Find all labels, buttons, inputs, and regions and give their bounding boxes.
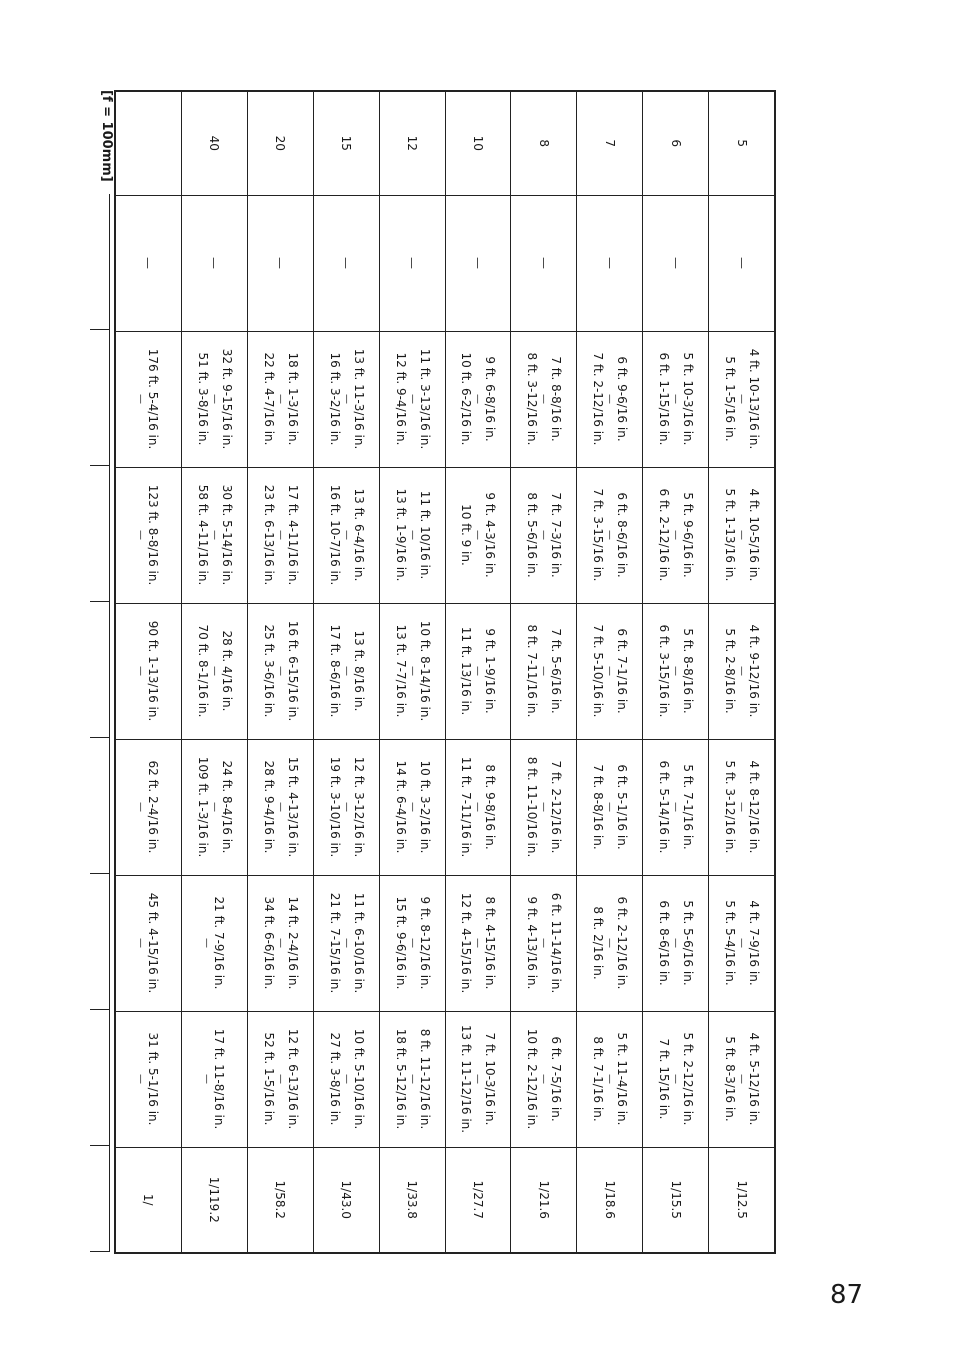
- table-row: [313, 91, 379, 1253]
- shutter-speed-cell: 1/119.2: [181, 1147, 247, 1253]
- distance-range-cell: [445, 1011, 511, 1147]
- range-separator: —: [538, 938, 550, 948]
- range-separator: —: [472, 666, 484, 676]
- header-divider: [90, 329, 109, 330]
- distance-range-cell: [511, 331, 577, 467]
- range-separator: —: [201, 938, 213, 948]
- range-separator: —: [538, 802, 550, 812]
- range-separator: —: [406, 1074, 418, 1084]
- range-separator: —: [670, 666, 682, 676]
- distance-range-cell: [379, 875, 445, 1011]
- near-limit: 9 ft. 6-8/16 in.: [483, 356, 498, 442]
- near-limit: 7 ft. 10-3/16 in.: [483, 1032, 498, 1126]
- far-limit: 8 ft. 11-10/16 in.: [525, 756, 540, 858]
- range-separator: —: [406, 394, 418, 404]
- distance-range-cell: [643, 603, 709, 739]
- header-divider: [90, 1009, 109, 1010]
- far-limit: 7 ft. 5-10/16 in.: [591, 624, 606, 718]
- range-separator: —: [406, 666, 418, 676]
- distance-range-cell: [247, 603, 313, 739]
- range-separator: —: [406, 802, 418, 812]
- range-separator: —: [670, 530, 682, 540]
- distance-range-cell: [379, 1011, 445, 1147]
- distance-range-cell: [577, 1011, 643, 1147]
- distance-range-cell: [379, 331, 445, 467]
- empty-distance-cell: —: [709, 195, 775, 331]
- far-limit: 5 ft. 2-8/16 in.: [723, 628, 738, 714]
- range-separator: —: [208, 394, 220, 404]
- near-limit: 8 ft. 11-12/16 in.: [417, 1028, 432, 1130]
- far-limit: 7 ft. 8-8/16 in.: [591, 764, 606, 850]
- distance-range-cell: [577, 603, 643, 739]
- range-separator: —: [135, 1074, 147, 1084]
- distance-range-cell: [115, 603, 181, 739]
- near-limit: 5 ft. 7-1/16 in.: [681, 764, 696, 850]
- range-separator: —: [472, 394, 484, 404]
- range-separator: —: [736, 938, 748, 948]
- distance-range-cell: [445, 331, 511, 467]
- range-separator: —: [135, 530, 147, 540]
- far-limit: 10 ft. 2-12/16 in.: [525, 1028, 540, 1130]
- distance-range-cell: [445, 467, 511, 603]
- distance-range-cell: [247, 331, 313, 467]
- range-separator: —: [208, 666, 220, 676]
- near-limit: 32 ft. 9-15/16 in.: [219, 348, 234, 450]
- distance-range-cell: [643, 739, 709, 875]
- far-limit: 51 ft. 3-8/16 in.: [195, 352, 210, 446]
- distance-range-cell: [709, 603, 775, 739]
- aperture-cell: 40: [181, 91, 247, 195]
- empty-distance-cell: —: [577, 195, 643, 331]
- range-separator: —: [340, 394, 352, 404]
- distance-range-cell: [181, 739, 247, 875]
- header-strip: [90, 194, 110, 1252]
- near-limit: 11 ft. 10/16 in.: [417, 490, 432, 580]
- empty-distance-cell: —: [247, 195, 313, 331]
- far-limit: 109 ft. 1-3/16 in.: [195, 756, 210, 858]
- aperture-cell: 8: [511, 91, 577, 195]
- distance-range-cell: [181, 603, 247, 739]
- distance-range-cell: [709, 739, 775, 875]
- range-separator: —: [274, 666, 286, 676]
- range-separator: —: [604, 802, 616, 812]
- far-limit: 8 ft. 7-1/16 in.: [591, 1036, 606, 1122]
- near-limit: 5 ft. 9-6/16 in.: [681, 492, 696, 578]
- range-separator: —: [472, 1074, 484, 1084]
- distance-range-cell: [181, 467, 247, 603]
- near-limit: 14 ft. 2-4/16 in.: [285, 896, 300, 990]
- range-separator: —: [472, 802, 484, 812]
- far-limit: 70 ft. 8-1/16 in.: [195, 624, 210, 718]
- near-limit: 12 ft. 3-12/16 in.: [351, 756, 366, 858]
- far-limit: 15 ft. 9-6/16 in.: [393, 896, 408, 990]
- far-limit: 13 ft. 1-9/16 in.: [393, 488, 408, 582]
- far-limit: 6 ft. 8-6/16 in.: [657, 900, 672, 986]
- distance-range-cell: [181, 1011, 247, 1147]
- range-separator: —: [538, 666, 550, 676]
- range-separator: —: [538, 1074, 550, 1084]
- header-divider: [90, 737, 109, 738]
- range-separator: —: [472, 938, 484, 948]
- range-separator: —: [274, 802, 286, 812]
- range-separator: —: [736, 530, 748, 540]
- range-separator: —: [135, 394, 147, 404]
- empty-distance-cell: —: [445, 195, 511, 331]
- range-separator: —: [340, 530, 352, 540]
- table-row: [577, 91, 643, 1253]
- distance-range-cell: [511, 1011, 577, 1147]
- shutter-speed-cell: 1/: [115, 1147, 181, 1253]
- far-limit: 5 ft. 8-3/16 in.: [723, 1036, 738, 1122]
- table-row: [379, 91, 445, 1253]
- aperture-cell: 7: [577, 91, 643, 195]
- near-limit: 4 ft. 5-12/16 in.: [747, 1032, 762, 1126]
- far-limit: 5 ft. 1-13/16 in.: [723, 488, 738, 582]
- range-separator: —: [670, 938, 682, 948]
- distance-range-cell: [115, 331, 181, 467]
- far-limit: 22 ft. 4-7/16 in.: [261, 352, 276, 446]
- near-limit: 4 ft. 8-12/16 in.: [747, 760, 762, 854]
- distance-range-cell: [511, 467, 577, 603]
- near-limit: 7 ft. 5-6/16 in.: [549, 628, 564, 714]
- near-limit: 7 ft. 8-8/16 in.: [549, 356, 564, 442]
- near-limit: 45 ft. 4-15/16 in.: [146, 892, 161, 994]
- depth-of-field-table: [114, 90, 776, 1254]
- range-separator: —: [538, 530, 550, 540]
- far-limit: 18 ft. 5-12/16 in.: [393, 1028, 408, 1130]
- near-limit: 90 ft. 1-13/16 in.: [146, 620, 161, 722]
- distance-range-cell: [313, 875, 379, 1011]
- near-limit: 176 ft. 5-4/16 in.: [146, 348, 161, 450]
- far-limit: 13 ft. 7-7/16 in.: [393, 624, 408, 718]
- table-body: [115, 91, 775, 1253]
- distance-range-cell: [643, 1011, 709, 1147]
- distance-range-cell: [115, 467, 181, 603]
- near-limit: 17 ft. 11-8/16 in.: [212, 1028, 227, 1130]
- range-separator: —: [736, 802, 748, 812]
- range-separator: —: [340, 802, 352, 812]
- range-separator: —: [340, 666, 352, 676]
- range-separator: —: [736, 666, 748, 676]
- far-limit: 7 ft. 3-15/16 in.: [591, 488, 606, 582]
- near-limit: 30 ft. 5-14/16 in.: [219, 484, 234, 586]
- near-limit: 13 ft. 8/16 in.: [351, 630, 366, 712]
- header-divider: [90, 1145, 109, 1146]
- far-limit: 19 ft. 3-10/16 in.: [327, 756, 342, 858]
- far-limit: 28 ft. 9-4/16 in.: [261, 760, 276, 854]
- range-separator: —: [736, 1074, 748, 1084]
- table-row: [181, 91, 247, 1253]
- far-limit: 6 ft. 3-15/16 in.: [657, 624, 672, 718]
- empty-distance-cell: —: [379, 195, 445, 331]
- range-separator: —: [274, 530, 286, 540]
- table-row: [511, 91, 577, 1253]
- near-limit: 5 ft. 2-12/16 in.: [681, 1032, 696, 1126]
- near-limit: 6 ft. 11-14/16 in.: [549, 892, 564, 994]
- far-limit: 58 ft. 4-11/16 in.: [195, 484, 210, 586]
- near-limit: 18 ft. 1-3/16 in.: [285, 352, 300, 446]
- header-divider: [90, 601, 109, 602]
- near-limit: 6 ft. 9-6/16 in.: [615, 356, 630, 442]
- far-limit: 34 ft. 6-6/16 in.: [261, 896, 276, 990]
- distance-range-cell: [445, 739, 511, 875]
- near-limit: 9 ft. 1-9/16 in.: [483, 628, 498, 714]
- near-limit: 13 ft. 11-3/16 in.: [351, 348, 366, 450]
- range-separator: —: [208, 802, 220, 812]
- far-limit: 14 ft. 6-4/16 in.: [393, 760, 408, 854]
- far-limit: 52 ft. 1-5/16 in.: [261, 1032, 276, 1126]
- distance-range-cell: [709, 467, 775, 603]
- distance-range-cell: [511, 875, 577, 1011]
- range-separator: —: [208, 530, 220, 540]
- range-separator: —: [340, 938, 352, 948]
- near-limit: 4 ft. 9-12/16 in.: [747, 624, 762, 718]
- distance-range-cell: [445, 875, 511, 1011]
- range-separator: —: [406, 530, 418, 540]
- distance-range-cell: [643, 875, 709, 1011]
- near-limit: 28 ft. 4/16 in.: [219, 630, 234, 712]
- shutter-speed-cell: 1/33.8: [379, 1147, 445, 1253]
- far-limit: 11 ft. 13/16 in.: [459, 626, 474, 716]
- range-separator: —: [135, 666, 147, 676]
- aperture-cell: 5: [709, 91, 775, 195]
- range-separator: —: [604, 530, 616, 540]
- far-limit: 6 ft. 1-15/16 in.: [657, 352, 672, 446]
- table-row: [709, 91, 775, 1253]
- far-limit: 8 ft. 5-6/16 in.: [525, 492, 540, 578]
- distance-range-cell: [379, 739, 445, 875]
- range-separator: —: [135, 802, 147, 812]
- near-limit: 5 ft. 11-4/16 in.: [615, 1032, 630, 1126]
- range-separator: —: [604, 938, 616, 948]
- distance-range-cell: [181, 331, 247, 467]
- distance-range-cell: [247, 739, 313, 875]
- range-separator: —: [406, 938, 418, 948]
- near-limit: 62 ft. 2-4/16 in.: [146, 760, 161, 854]
- table-row: [643, 91, 709, 1253]
- near-limit: 10 ft. 8-14/16 in.: [417, 620, 432, 722]
- empty-distance-cell: —: [511, 195, 577, 331]
- distance-range-cell: [313, 739, 379, 875]
- table-row: [115, 91, 181, 1253]
- rotated-page-content: [90, 90, 776, 1252]
- near-limit: 9 ft. 8-12/16 in.: [417, 896, 432, 990]
- far-limit: 16 ft. 3-2/16 in.: [327, 352, 342, 446]
- range-separator: —: [274, 938, 286, 948]
- far-limit: 10 ft. 6-2/16 in.: [459, 352, 474, 446]
- aperture-cell: 6: [643, 91, 709, 195]
- far-limit: 8 ft. 2/16 in.: [591, 906, 606, 980]
- page-number: 87: [830, 1280, 864, 1310]
- distance-range-cell: [247, 467, 313, 603]
- focal-length-caption: [f = 100mm]: [99, 90, 114, 182]
- distance-range-cell: [643, 467, 709, 603]
- distance-range-cell: [445, 603, 511, 739]
- shutter-speed-cell: 1/21.6: [511, 1147, 577, 1253]
- near-limit: 24 ft. 8-4/16 in.: [219, 760, 234, 854]
- distance-range-cell: [313, 331, 379, 467]
- far-limit: 12 ft. 4-15/16 in.: [459, 892, 474, 994]
- header-divider: [90, 465, 109, 466]
- far-limit: 10 ft. 9 in.: [459, 504, 474, 566]
- range-separator: —: [670, 394, 682, 404]
- distance-range-cell: [709, 331, 775, 467]
- empty-distance-cell: —: [115, 195, 181, 331]
- near-limit: 5 ft. 5-6/16 in.: [681, 900, 696, 986]
- aperture-cell: 20: [247, 91, 313, 195]
- range-separator: —: [340, 1074, 352, 1084]
- near-limit: 21 ft. 7-9/16 in.: [212, 896, 227, 990]
- range-separator: —: [736, 394, 748, 404]
- distance-range-cell: [115, 875, 181, 1011]
- near-limit: 10 ft. 5-10/16 in.: [351, 1028, 366, 1130]
- far-limit: 12 ft. 9-4/16 in.: [393, 352, 408, 446]
- distance-range-cell: [577, 331, 643, 467]
- range-separator: —: [274, 394, 286, 404]
- far-limit: 5 ft. 3-12/16 in.: [723, 760, 738, 854]
- far-limit: 5 ft. 1-5/16 in.: [723, 356, 738, 442]
- far-limit: 8 ft. 3-12/16 in.: [525, 352, 540, 446]
- shutter-speed-cell: 1/27.7: [445, 1147, 511, 1253]
- far-limit: 23 ft. 6-13/16 in.: [261, 484, 276, 586]
- near-limit: 6 ft. 7-1/16 in.: [615, 628, 630, 714]
- far-limit: 7 ft. 2-12/16 in.: [591, 352, 606, 446]
- distance-range-cell: [115, 1011, 181, 1147]
- distance-range-cell: [181, 875, 247, 1011]
- distance-range-cell: [247, 1011, 313, 1147]
- aperture-cell: 10: [445, 91, 511, 195]
- range-separator: —: [604, 1074, 616, 1084]
- near-limit: 11 ft. 6-10/16 in.: [351, 892, 366, 994]
- distance-range-cell: [379, 603, 445, 739]
- far-limit: 6 ft. 2-12/16 in.: [657, 488, 672, 582]
- near-limit: 12 ft. 6-13/16 in.: [285, 1028, 300, 1130]
- range-separator: —: [201, 1074, 213, 1084]
- near-limit: 7 ft. 7-3/16 in.: [549, 492, 564, 578]
- distance-range-cell: [313, 1011, 379, 1147]
- near-limit: 31 ft. 5-1/16 in.: [146, 1032, 161, 1126]
- far-limit: 21 ft. 7-15/16 in.: [327, 892, 342, 994]
- far-limit: 27 ft. 3-8/16 in.: [327, 1032, 342, 1126]
- near-limit: 4 ft. 10-5/16 in.: [747, 488, 762, 582]
- near-limit: 6 ft. 5-1/16 in.: [615, 764, 630, 850]
- near-limit: 123 ft. 8-8/16 in.: [146, 484, 161, 586]
- far-limit: 9 ft. 4-13/16 in.: [525, 896, 540, 990]
- distance-range-cell: [313, 603, 379, 739]
- distance-range-cell: [247, 875, 313, 1011]
- near-limit: 8 ft. 9-8/16 in.: [483, 764, 498, 850]
- range-separator: —: [670, 1074, 682, 1084]
- near-limit: 17 ft. 4-11/16 in.: [285, 484, 300, 586]
- range-separator: —: [135, 938, 147, 948]
- range-separator: —: [274, 1074, 286, 1084]
- table-row: [247, 91, 313, 1253]
- near-limit: 8 ft. 4-15/16 in.: [483, 896, 498, 990]
- far-limit: 25 ft. 3-6/16 in.: [261, 624, 276, 718]
- empty-distance-cell: —: [181, 195, 247, 331]
- distance-range-cell: [709, 875, 775, 1011]
- range-separator: —: [472, 530, 484, 540]
- near-limit: 7 ft. 2-12/16 in.: [549, 760, 564, 854]
- near-limit: 6 ft. 2-12/16 in.: [615, 896, 630, 990]
- far-limit: 17 ft. 8-6/16 in.: [327, 624, 342, 718]
- shutter-speed-cell: 1/15.5: [643, 1147, 709, 1253]
- near-limit: 16 ft. 6-15/16 in.: [285, 620, 300, 722]
- range-separator: —: [604, 394, 616, 404]
- near-limit: 6 ft. 7-5/16 in.: [549, 1036, 564, 1122]
- range-separator: —: [604, 666, 616, 676]
- aperture-cell: 12: [379, 91, 445, 195]
- distance-range-cell: [577, 467, 643, 603]
- near-limit: 5 ft. 8-8/16 in.: [681, 628, 696, 714]
- far-limit: 13 ft. 11-12/16 in.: [459, 1024, 474, 1134]
- range-separator: —: [670, 802, 682, 812]
- near-limit: 13 ft. 6-4/16 in.: [351, 488, 366, 582]
- range-separator: —: [538, 394, 550, 404]
- empty-distance-cell: —: [643, 195, 709, 331]
- shutter-speed-cell: 1/18.6: [577, 1147, 643, 1253]
- far-limit: 6 ft. 5-14/16 in.: [657, 760, 672, 854]
- far-limit: 8 ft. 7-11/16 in.: [525, 624, 540, 718]
- far-limit: 5 ft. 5-4/16 in.: [723, 900, 738, 986]
- aperture-cell: [115, 91, 181, 195]
- distance-range-cell: [379, 467, 445, 603]
- aperture-cell: 15: [313, 91, 379, 195]
- distance-range-cell: [313, 467, 379, 603]
- far-limit: 16 ft. 10-7/16 in.: [327, 484, 342, 586]
- near-limit: 15 ft. 4-13/16 in.: [285, 756, 300, 858]
- shutter-speed-cell: 1/12.5: [709, 1147, 775, 1253]
- shutter-speed-cell: 1/58.2: [247, 1147, 313, 1253]
- distance-range-cell: [643, 331, 709, 467]
- distance-range-cell: [511, 603, 577, 739]
- near-limit: 4 ft. 7-9/16 in.: [747, 900, 762, 986]
- near-limit: 4 ft. 10-13/16 in.: [747, 348, 762, 450]
- distance-range-cell: [511, 739, 577, 875]
- distance-range-cell: [709, 1011, 775, 1147]
- distance-range-cell: [577, 739, 643, 875]
- shutter-speed-cell: 1/43.0: [313, 1147, 379, 1253]
- near-limit: 10 ft. 3-2/16 in.: [417, 760, 432, 854]
- empty-distance-cell: —: [313, 195, 379, 331]
- near-limit: 5 ft. 10-3/16 in.: [681, 352, 696, 446]
- near-limit: 6 ft. 8-6/16 in.: [615, 492, 630, 578]
- near-limit: 11 ft. 3-13/16 in.: [417, 348, 432, 450]
- far-limit: 11 ft. 7-11/16 in.: [459, 756, 474, 858]
- near-limit: 9 ft. 4-3/16 in.: [483, 492, 498, 578]
- header-divider: [90, 873, 109, 874]
- table-row: [445, 91, 511, 1253]
- distance-range-cell: [115, 739, 181, 875]
- distance-range-cell: [577, 875, 643, 1011]
- far-limit: 7 ft. 15/16 in.: [657, 1038, 672, 1120]
